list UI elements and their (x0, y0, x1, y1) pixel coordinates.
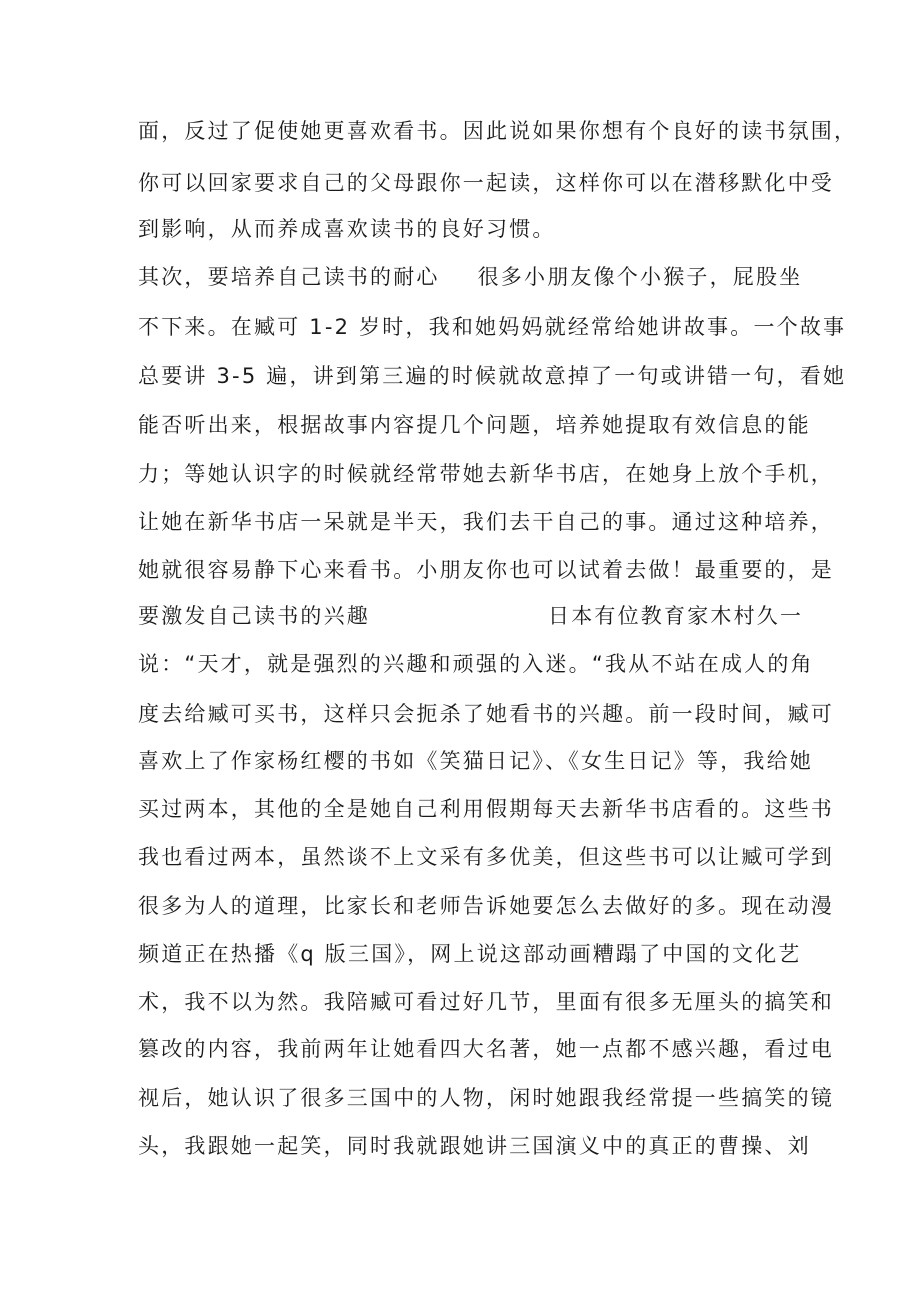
text-line: 面，反过了促使她更喜欢看书。因此说如果你想有个良好的读书氛围， (138, 119, 858, 143)
paragraph-start: 日本有位教育家木村久一 (548, 604, 804, 628)
text-line: 频道正在热播《q 版三国》，网上说这部动画糟蹋了中国的文化艺 (138, 942, 802, 966)
text-line: 你可以回家要求自己的父母跟你一起读，这样你可以在潜移默化中受 (138, 171, 834, 195)
text-line: 喜欢上了作家杨红樱的书如《笑猫日记》、《女生日记》等，我给她 (138, 749, 813, 773)
text-line: 力；等她认识字的时候就经常带她去新华书店，在她身上放个手机， (138, 462, 834, 486)
heading-text: 其次，要培养自己读书的耐心 (138, 265, 440, 289)
text-line: 术，我不以为然。我陪臧可看过好几节，里面有很多无厘头的搞笑和 (138, 990, 834, 1014)
text-line: 头，我跟她一起笑，同时我就跟她讲三国演义中的真正的曹操、刘 (138, 1134, 811, 1158)
paragraph-start: 很多小朋友像个小猴子，屁股坐 (477, 265, 803, 289)
text-line: 很多为人的道理，比家长和老师告诉她要怎么去做好的多。现在动漫 (138, 894, 834, 918)
section-heading-patience (138, 264, 802, 290)
text-line: 不下来。在臧可 1-2 岁时，我和她妈妈就经常给她讲故事。一个故事 (138, 315, 847, 339)
text-line: 说：“天才，就是强烈的兴趣和顽强的入迷。“我从不站在成人的角 (138, 652, 814, 676)
text-line: 篡改的内容，我前两年让她看四大名著，她一点都不感兴趣，看过电 (138, 1037, 834, 1061)
text-line: 视后，她认识了很多三国中的人物，闲时她跟我经常提一些搞笑的镜 (138, 1086, 834, 1110)
text-line: 我也看过两本，虽然谈不上文采有多优美，但这些书可以让臧可学到 (138, 845, 834, 869)
text-line: 度去给臧可买书，这样只会扼杀了她看书的兴趣。前一段时间，臧可 (138, 702, 834, 726)
text-line: 到影响，从而养成喜欢读书的良好习惯。 (138, 217, 556, 241)
text-line: 总要讲 3-5 遍，讲到第三遍的时候就故意掉了一句或讲错一句，看她 (138, 364, 847, 388)
text-line: 她就很容易静下心来看书。小朋友你也可以试着去做！最重要的，是 (138, 558, 834, 582)
text-line: 买过两本，其他的全是她自己利用假期每天去新华书店看的。这些书 (138, 797, 834, 821)
text-line: 能否听出来，根据故事内容提几个问题，培养她提取有效信息的能 (138, 413, 811, 437)
section-heading-interest (138, 603, 803, 629)
heading-text: 要激发自己读书的兴趣 (138, 604, 370, 628)
text-line: 让她在新华书店一呆就是半天，我们去干自己的事。通过这种培养， (138, 510, 834, 534)
